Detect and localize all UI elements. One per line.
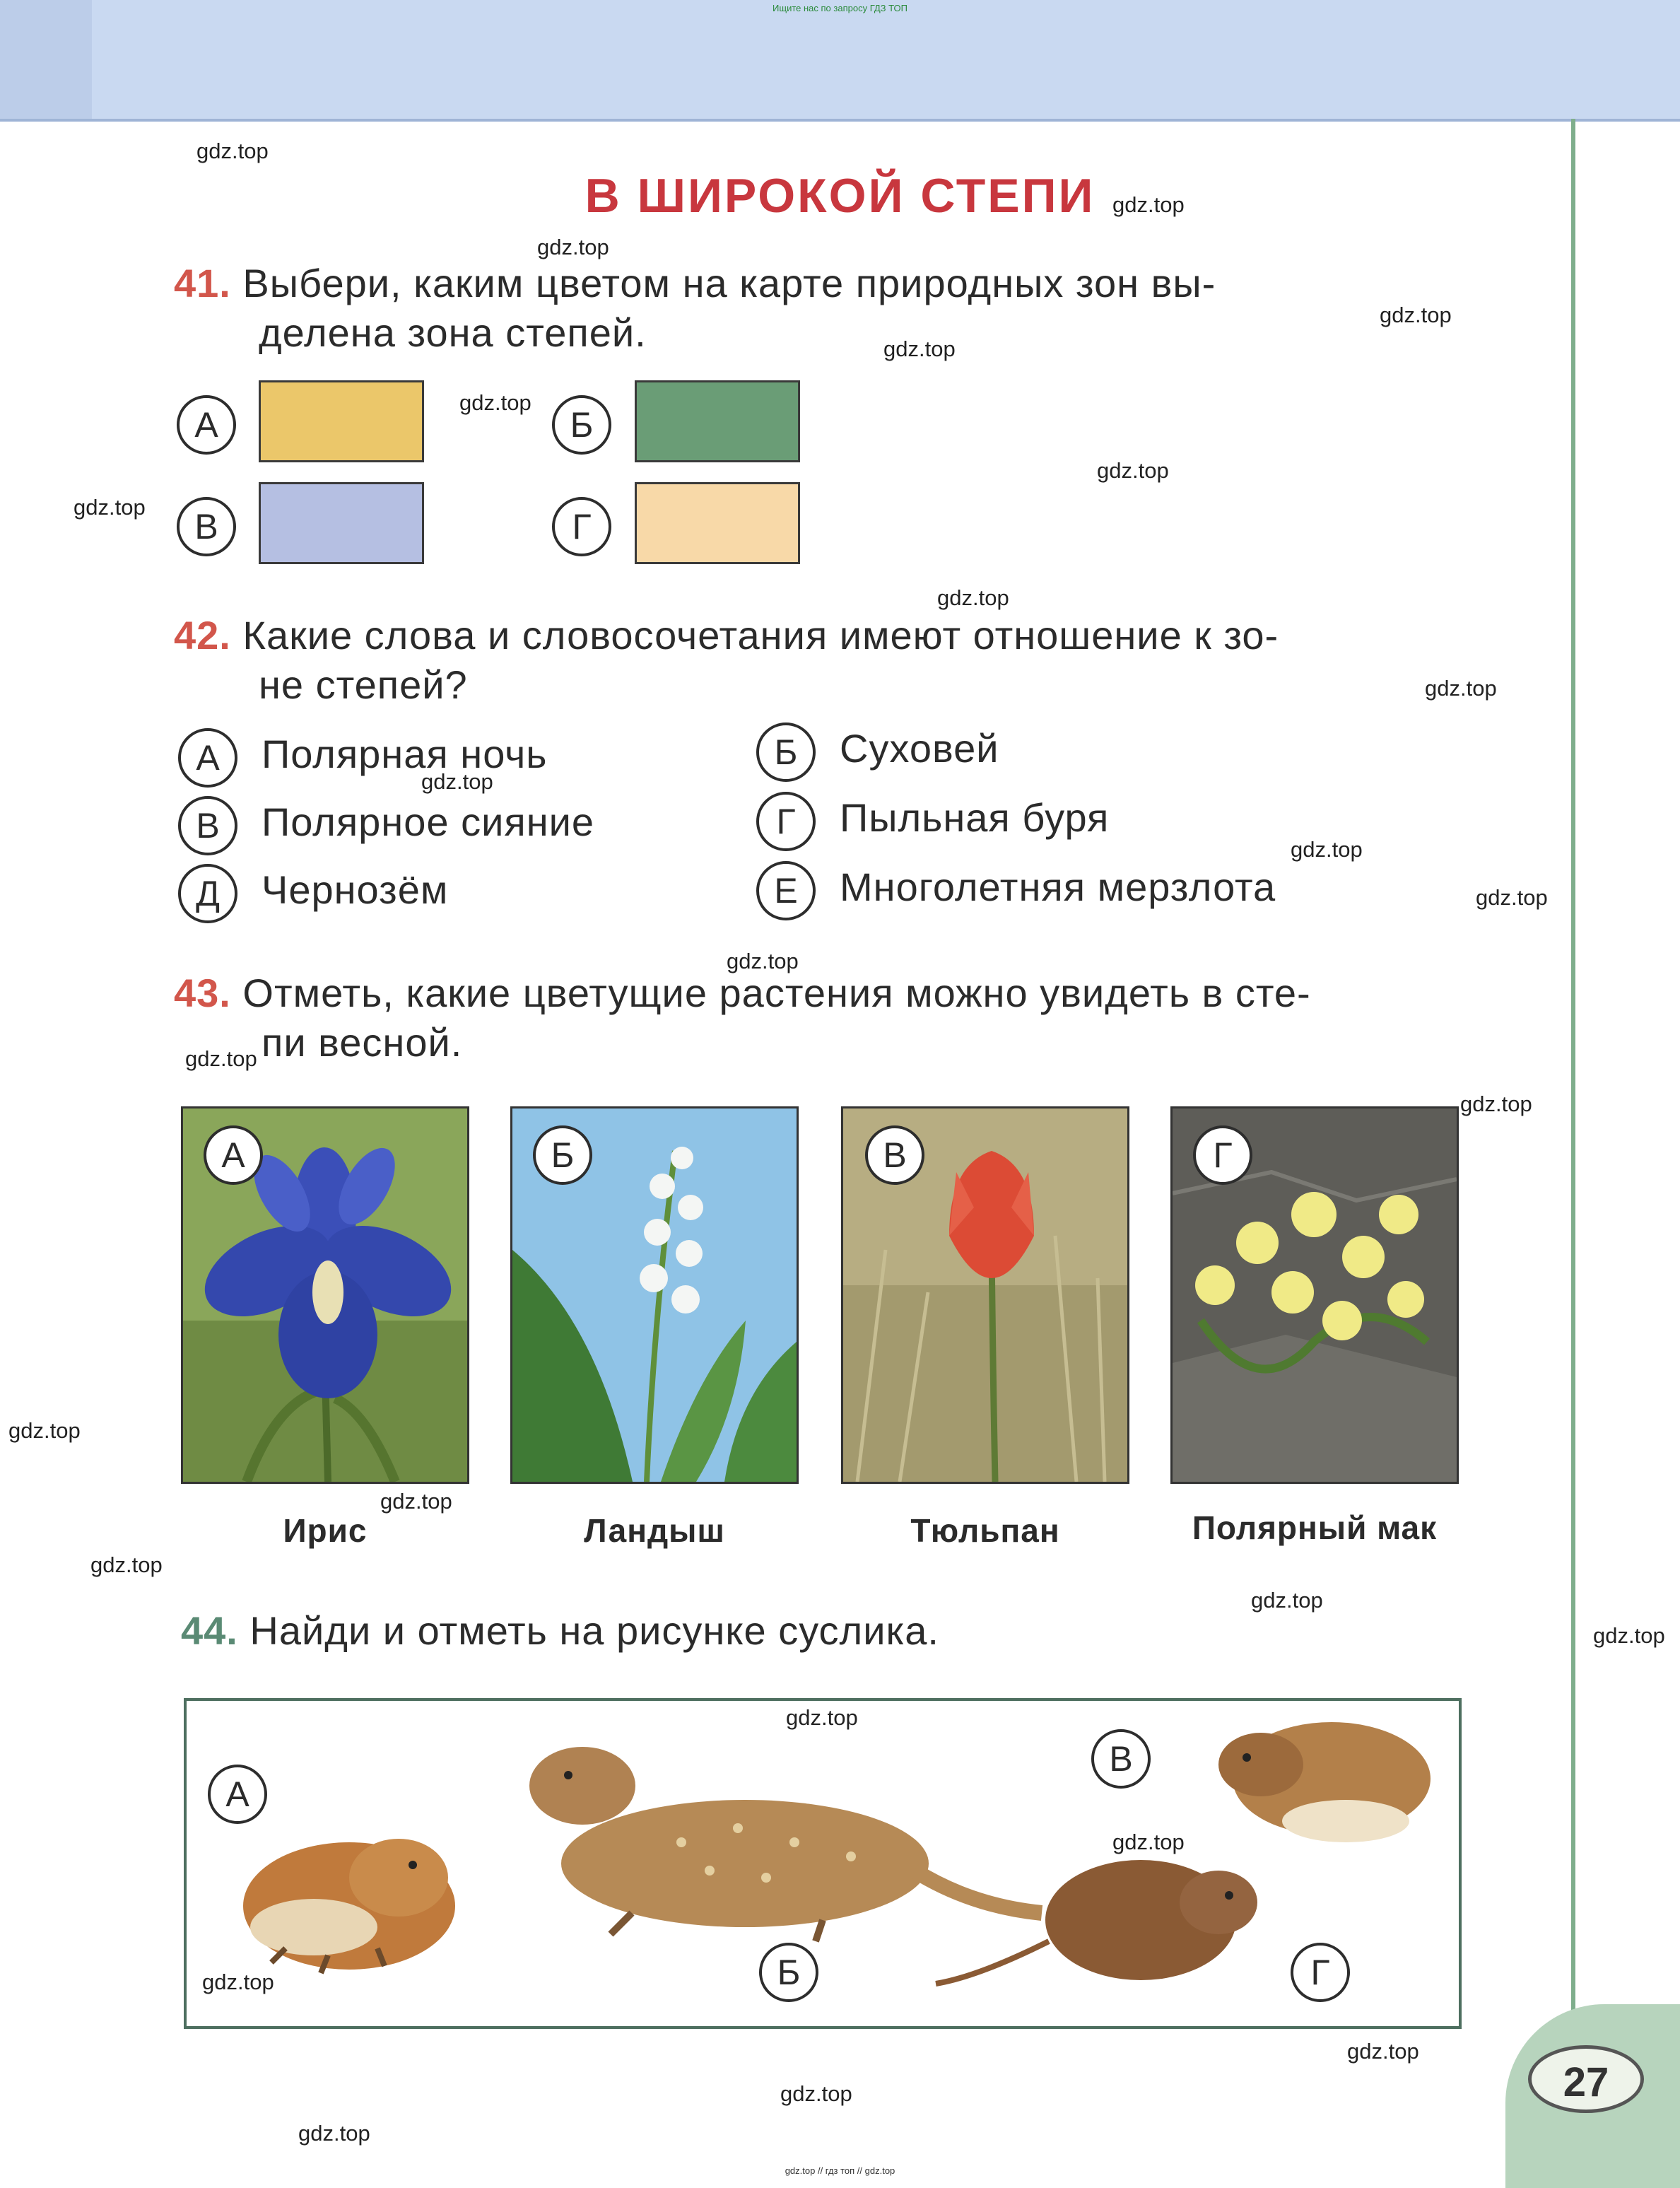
watermark: gdz.top (537, 235, 609, 259)
watermark: gdz.top (74, 495, 146, 520)
footer-note: gdz.top // гдз топ // gdz.top (785, 2165, 895, 2176)
watermark: gdz.top (1593, 1623, 1665, 1648)
header-divider (0, 119, 1680, 122)
watermark: gdz.top (1291, 837, 1363, 862)
color-swatch-g[interactable] (635, 482, 800, 564)
question-text-line2: не степей? (259, 662, 468, 707)
page-number: 27 (1528, 2045, 1644, 2113)
question-number: 41. (174, 261, 231, 305)
watermark: gdz.top (1476, 885, 1548, 910)
question-text-line2: делена зона степей. (259, 310, 647, 355)
color-swatch-v[interactable] (259, 482, 424, 564)
watermark: gdz.top (1460, 1092, 1532, 1116)
photo-letter-g[interactable]: Г (1193, 1125, 1252, 1185)
watermark: gdz.top (1112, 192, 1185, 217)
plant-name-tulip: Тюльпан (910, 1512, 1060, 1549)
animal-letter-a[interactable]: А (208, 1765, 267, 1824)
photo-letter-a[interactable]: А (204, 1125, 263, 1185)
question-41 (174, 259, 1467, 358)
photo-letter-b[interactable]: Б (533, 1125, 592, 1185)
watermark: gdz.top (780, 2081, 852, 2106)
option-text-e[interactable]: Многолетняя мерзлота (840, 865, 1276, 909)
watermark: gdz.top (786, 1705, 858, 1730)
option-letter-g[interactable]: Г (552, 497, 611, 556)
page-title: В ШИРОКОЙ СТЕПИ (585, 169, 1095, 223)
watermark: gdz.top (1347, 2039, 1419, 2064)
animals-illustration (187, 1701, 1459, 2026)
question-text-line2: пи весной. (262, 1020, 463, 1065)
question-text: Найди и отметь на рисунке суслика. (249, 1608, 939, 1653)
option-text-d[interactable]: Чернозём (262, 867, 449, 912)
animal-letter-b[interactable]: Б (759, 1943, 818, 2002)
option-letter-a[interactable]: А (177, 395, 236, 455)
animals-picture-frame (184, 1698, 1462, 2029)
option-letter-a[interactable]: А (178, 728, 237, 788)
option-text-v[interactable]: Полярное сияние (262, 800, 595, 844)
right-margin-line (1571, 119, 1575, 2020)
question-number: 44. (181, 1608, 238, 1653)
photo-letter-v[interactable]: В (865, 1125, 924, 1185)
header-note: Ищите нас по запросу ГДЗ ТОП (773, 3, 907, 13)
animal-letter-v[interactable]: В (1091, 1729, 1151, 1789)
option-text-b[interactable]: Суховей (840, 726, 999, 771)
question-number: 43. (174, 971, 231, 1015)
option-letter-v[interactable]: В (177, 497, 236, 556)
plant-name-iris: Ирис (283, 1512, 368, 1549)
option-text-a[interactable]: Полярная ночь (262, 732, 548, 776)
watermark: gdz.top (1112, 1830, 1185, 1854)
watermark: gdz.top (185, 1046, 257, 1071)
question-text-line1: Выбери, каким цветом на карте природных зон вы- (242, 261, 1216, 305)
question-text-line1: Отметь, какие цветущие растения можно увидеть в сте- (242, 971, 1311, 1015)
question-text-line1: Какие слова и словосочетания имеют отношение к зо- (242, 613, 1279, 657)
color-swatch-b[interactable] (635, 380, 800, 462)
plant-name-lily: Ландыш (584, 1512, 725, 1549)
watermark: gdz.top (459, 390, 531, 415)
option-letter-b[interactable]: Б (552, 395, 611, 455)
question-42 (174, 611, 1467, 710)
plant-name-polar-poppy: Полярный мак (1192, 1509, 1438, 1546)
color-swatch-a[interactable] (259, 380, 424, 462)
option-text-g[interactable]: Пыльная буря (840, 795, 1110, 840)
watermark: gdz.top (8, 1418, 81, 1443)
question-43 (174, 969, 1467, 1067)
animal-letter-g[interactable]: Г (1291, 1943, 1350, 2002)
option-letter-b[interactable]: Б (756, 722, 816, 782)
watermark: gdz.top (421, 769, 493, 794)
watermark: gdz.top (1380, 303, 1452, 327)
header-band (0, 0, 1680, 120)
option-letter-v[interactable]: В (178, 796, 237, 855)
header-tab (0, 0, 92, 120)
watermark: gdz.top (937, 585, 1009, 610)
watermark: gdz.top (883, 337, 956, 361)
question-44 (181, 1606, 1474, 1656)
watermark: gdz.top (1251, 1588, 1323, 1613)
watermark: gdz.top (196, 139, 269, 163)
watermark: gdz.top (727, 949, 799, 973)
option-letter-e[interactable]: Е (756, 861, 816, 920)
watermark: gdz.top (298, 2121, 370, 2146)
watermark: gdz.top (1097, 458, 1169, 483)
option-letter-d[interactable]: Д (178, 864, 237, 923)
watermark: gdz.top (380, 1489, 452, 1514)
watermark: gdz.top (1425, 676, 1497, 701)
watermark: gdz.top (90, 1552, 163, 1577)
question-number: 42. (174, 613, 231, 657)
option-letter-g[interactable]: Г (756, 792, 816, 851)
watermark: gdz.top (202, 1970, 274, 1994)
